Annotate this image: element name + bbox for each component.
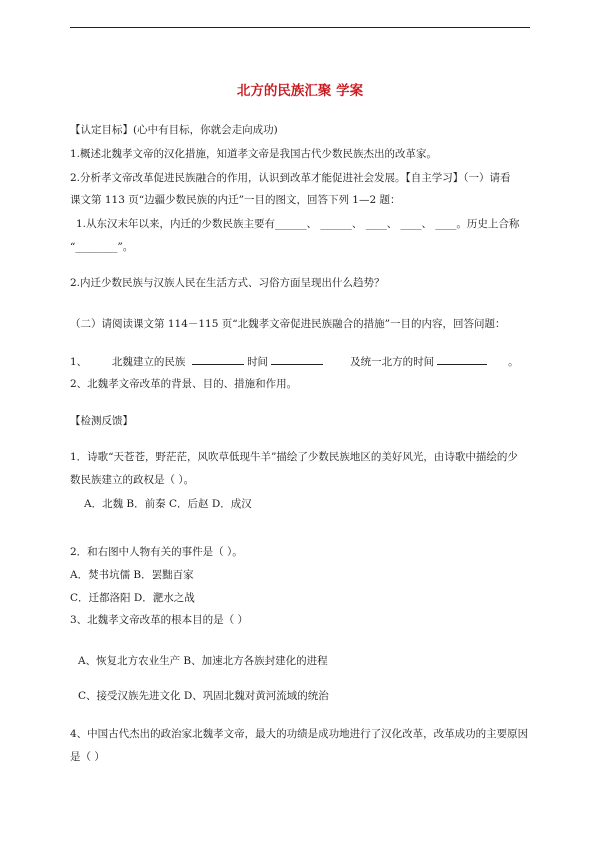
part2-q2: 2、北魏孝文帝改革的背景、目的、措施和作用。 (70, 378, 298, 390)
feedback-q4-line2: 是（ ） (70, 751, 105, 763)
feedback-q3-options-2: C、接受汉族先进文化 D、巩固北魏对黄河流域的统治 (78, 690, 329, 702)
header-rule (70, 27, 530, 28)
page-title: 北方的民族汇聚 学案 (236, 83, 364, 99)
feedback-q2: 2．和右图中人物有关的事件是（ ）。 (70, 546, 243, 558)
feedback-q3: 3、北魏孝文帝改革的根本目的是（ ） (70, 614, 249, 626)
blank-time (271, 353, 323, 365)
part2-q1-nation-label: 北魏建立的民族 (111, 356, 186, 368)
feedback-q2-options-2: C．迁都洛阳 D．淝水之战 (70, 592, 195, 604)
part2-q1-end: 。 (508, 356, 519, 368)
study-q1-line1: 1.从东汉末年以来，内迁的少数民族主要有______、 ______、 ____、 ____、 ____。历史上合称 (76, 218, 520, 230)
study-q1-line2: “________”。 (70, 241, 134, 253)
part2-q1-time-label: 时间 (247, 356, 269, 368)
goal-item-2: 2.分析孝文帝改革促进民族融合的作用，认识到改革才能促进社会发展。【自主学习】（一）请看 (70, 172, 511, 184)
blank-unify-time (437, 353, 487, 365)
feedback-header: 【检测反馈】 (70, 415, 133, 427)
goal-item-2-cont: 课文第 113 页“边疆少数民族的内迁”一目的图文，回答下列 1—2 题： (70, 194, 401, 206)
part2-q1-number: 1、 (70, 356, 88, 368)
study-q2: 2.内迁少数民族与汉族人民在生活方式、习俗方面呈现出什么趋势？ (70, 277, 385, 289)
feedback-q3-options-1: A、恢复北方农业生产 B、加速北方各族封建化的进程 (78, 655, 328, 667)
goals-header: 【认定目标】(心中有目标，你就会走向成功) (70, 124, 278, 136)
feedback-q2-options-1: A．焚书坑儒 B．罢黜百家 (70, 569, 194, 581)
feedback-q4-line1: 4、中国古代杰出的政治家北魏孝文帝，最大的功绩是成功地进行了汉化改革，改革成功的主要原因 (70, 728, 529, 740)
feedback-q1-line2: 数民族建立的政权是（ ）。 (70, 474, 195, 486)
feedback-q1-options: A．北魏 B．前秦 C．后赵 D．成汉 (84, 498, 252, 510)
part2-q1 (70, 353, 519, 369)
feedback-q1-line1: 1．诗歌“天苍苍，野茫茫，风吹草低现牛羊”描绘了少数民族地区的美好风光，由诗歌中描绘的少 (70, 451, 518, 463)
part2-q1-unify-label: 及统一北方的时间 (350, 356, 435, 368)
goal-item-1: 1.概述北魏孝文帝的汉化措施，知道孝文帝是我国古代少数民族杰出的改革家。 (70, 148, 438, 160)
blank-nation (192, 353, 244, 365)
part2-intro: （二）请阅读课文第 114－115 页“北魏孝文帝促进民族融合的措施”一目的内容，回答问题： (70, 318, 506, 330)
